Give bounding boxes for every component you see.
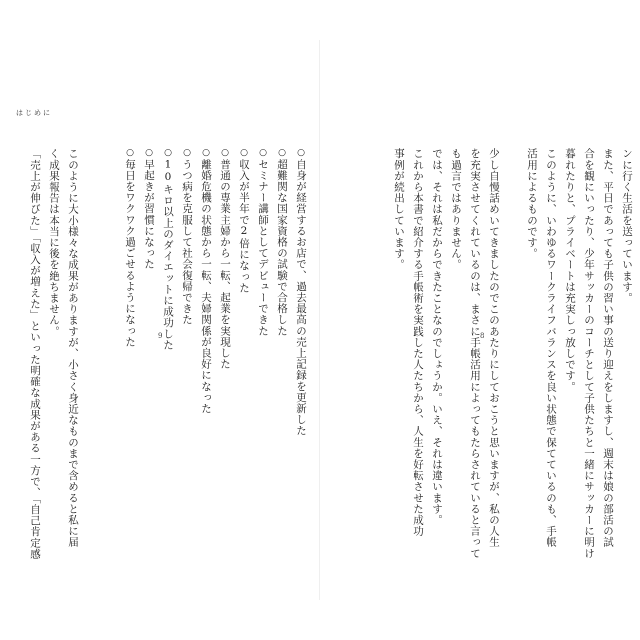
success-list [120,148,310,568]
list-bullet-icon: ○ [296,148,306,159]
list-item: ○うつ病を克服して社会復帰できた [177,148,196,568]
list-bullet-icon: ○ [201,148,211,159]
body-line: 少し自慢話めいてきましたのでこのあたりにしておこうと思いますが、私の人生 [488,148,500,548]
list-bullet-icon: ○ [125,148,135,159]
list-bullet-icon: ○ [258,148,268,159]
page-number: 9 [158,332,163,340]
list-bullet-icon: ○ [144,148,154,159]
right-page-body [368,148,636,568]
body-line: このように大小様々な成果がありますが、小さく身近なものまで含めると私に届 [67,148,79,548]
list-bullet-icon: ○ [163,148,173,159]
list-item: ○セミナー講師としてデビューできた [253,148,272,568]
body-line: 事例が続出しています。 [393,148,405,271]
body-line: このように、いわゆるワークライフバランスを良い状態で保てているのも、手帳 [545,148,557,548]
list-item: ○10キロ以上のダイエットに成功した [158,148,177,568]
body-line: 活用によるものです。 [526,148,538,259]
body-line: ンに行く生活を送っています。 [621,148,633,304]
body-line: また、平日であっても子供の習い事の送り迎えをしますし、週末は娘の部活の試 [602,148,614,548]
list-item: ○離婚危機の状態から一転、夫婦関係が良好になった [196,148,215,568]
body-line: では、それは私だからできたことなのでしょうか。いえ、それは違います。 [431,148,443,526]
list-item: ○普通の専業主婦から一転、起業を実現した [215,148,234,568]
list-bullet-icon: ○ [239,148,249,159]
list-item: ○毎日をワクワク過ごせるようになった [120,148,139,568]
body-line: も過言ではありません。 [450,148,462,271]
body-line: 暮れたりと、プライベートは充実しっ放しです。 [564,148,576,393]
list-item: ○収入が半年で2倍になった [234,148,253,568]
list-bullet-icon: ○ [220,148,230,159]
body-line: く成果報告は本当に後を絶ちません。 [48,148,60,337]
right-page [320,0,640,640]
body-line: これから本書で紹介する手帳術を実践した人たちから、人生を好転させた成功 [412,148,424,537]
left-page-body [10,148,310,568]
body-line: を充実させてくれているのは、まさに手帳活用によってもたらされていると言って [469,148,481,559]
list-bullet-icon: ○ [182,148,192,159]
list-bullet-icon: ○ [277,148,287,159]
list-item: ○自身が経営するお店で、過去最高の売上記録を更新した [291,148,310,568]
page-number: 8 [480,332,485,340]
paragraph-gap [101,148,120,568]
body-line: 「売上が伸びた」「収入が増えた」といった明確な成果がある一方で、「自己肯定感 [29,148,41,560]
body-line: 合を観にいったり、少年サッカーのコーチとして子供たちと一緒にサッカーに明け [583,148,595,559]
running-head: はじめに [16,109,52,117]
paragraph-gap [503,148,522,568]
list-item: ○早起きが習慣になった [139,148,158,568]
list-item: ○超難関な国家資格の試験で合格した [272,148,291,568]
paragraph-gap [82,148,101,568]
